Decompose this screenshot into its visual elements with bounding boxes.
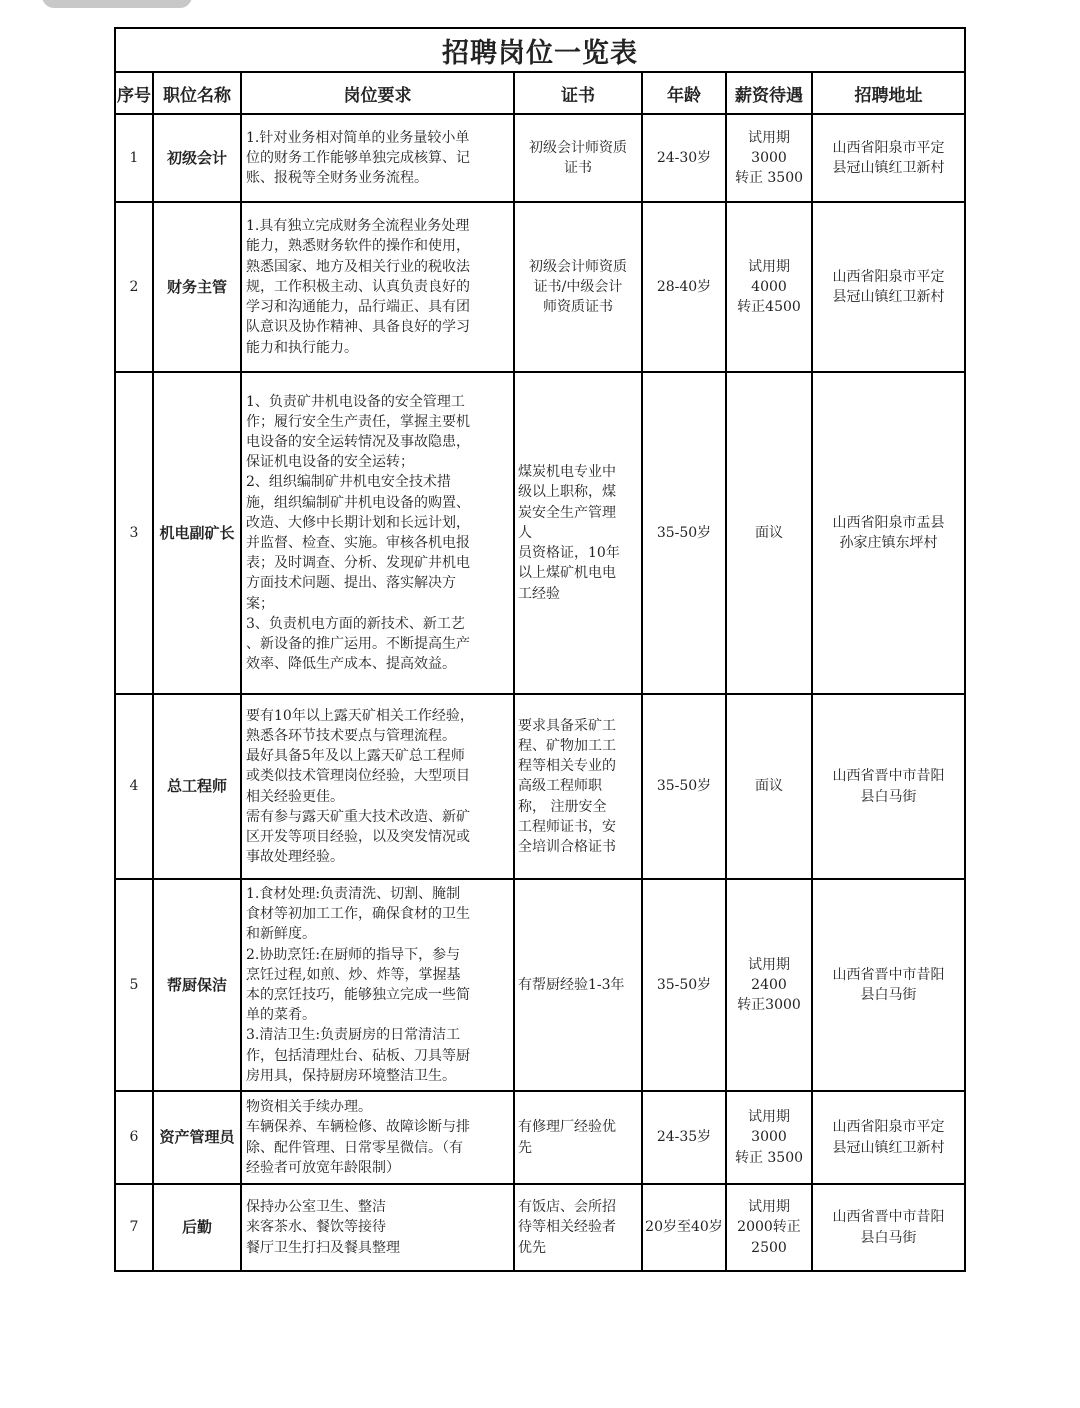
row-requirements-line: 3、负责机电方面的新技术、新工艺 xyxy=(246,615,465,632)
row-certificate-line: 要求具备采矿工 xyxy=(518,717,616,734)
row-requirements-line: 1.针对业务相对简单的业务量较小单 xyxy=(246,129,470,146)
row-requirements-line: 2.协助烹饪:在厨师的指导下，参与 xyxy=(246,946,461,963)
row-salary xyxy=(726,372,812,694)
table-row xyxy=(115,114,965,202)
row-certificate-line: 有帮厨经验1-3年 xyxy=(518,976,625,993)
row-requirements xyxy=(241,114,514,202)
row-requirements-line: 和新鲜度。 xyxy=(246,926,316,943)
row-salary-line: 转正4500 xyxy=(737,299,801,316)
row-requirements-line: 、新设备的推广运用。不断提高生产 xyxy=(246,636,470,653)
row-age: 28-40岁 xyxy=(642,202,726,372)
row-certificate-line: 初级会计师资质 xyxy=(529,139,627,156)
row-address xyxy=(812,202,965,372)
row-salary xyxy=(726,1184,812,1271)
row-address-line: 山西省晋中市昔阳 xyxy=(832,966,945,983)
row-requirements-line: 能力和执行能力。 xyxy=(246,339,358,356)
row-requirements-line: 熟悉各环节技术要点与管理流程。 xyxy=(246,727,456,744)
row-requirements-line: 规，工作积极主动、认真负责良好的 xyxy=(246,278,470,295)
row-requirements-line: 事故处理经验。 xyxy=(246,849,344,866)
row-address-line: 山西省阳泉市平定 xyxy=(832,1119,945,1136)
row-requirements-line: 学习和沟通能力，品行端正、具有团 xyxy=(246,299,470,316)
row-requirements-line: 1、负责矿井机电设备的安全管理工 xyxy=(246,393,465,410)
row-certificate xyxy=(514,1184,642,1271)
header-position: 职位名称 xyxy=(153,72,241,114)
row-certificate-line: 证书 xyxy=(564,160,592,176)
row-requirements-line: 1.食材处理:负责清洗、切割、腌制 xyxy=(246,885,461,902)
table-row xyxy=(115,879,965,1091)
table-row xyxy=(115,694,965,879)
row-position: 帮厨保洁 xyxy=(153,879,241,1091)
row-certificate-line: 待等相关经验者 xyxy=(518,1219,616,1236)
row-address-line: 县冠山镇红卫新村 xyxy=(832,289,945,305)
row-requirements-line: 或类似技术管理岗位经验，大型项目 xyxy=(246,768,470,785)
row-requirements-line: 房用具，保持厨房环境整洁卫生。 xyxy=(246,1067,456,1084)
row-salary-line: 转正 3500 xyxy=(734,1149,804,1166)
header-salary: 薪资待遇 xyxy=(726,72,812,114)
row-requirements-line: 1.具有独立完成财务全流程业务处理 xyxy=(246,218,470,235)
row-requirements xyxy=(241,694,514,879)
recruitment-table xyxy=(114,27,966,1272)
row-address xyxy=(812,114,965,202)
row-address xyxy=(812,1091,965,1184)
row-address-line: 县冠山镇红卫新村 xyxy=(832,1139,945,1156)
row-requirements-line: 方面技术问题、提出、落实解决方 xyxy=(246,575,456,592)
row-salary-line: 2400 xyxy=(751,976,787,993)
row-requirements-line: 作，包括清理灶台、砧板、刀具等厨 xyxy=(246,1047,470,1064)
table-row xyxy=(115,202,965,372)
row-requirements-line: 保持办公室卫生、整洁 xyxy=(246,1199,386,1216)
row-certificate-line: 师资质证书 xyxy=(543,299,613,316)
row-requirements-line: 保证机电设备的安全运转； xyxy=(246,454,414,471)
row-certificate-line: 程、矿物加工工 xyxy=(518,737,616,754)
row-requirements-line: 案； xyxy=(246,595,274,612)
row-certificate-line: 先 xyxy=(518,1139,532,1156)
header-row xyxy=(115,72,965,114)
row-requirements-line: 烹饪过程,如煎、炒、炸等，掌握基 xyxy=(246,966,461,983)
row-salary-line: 面议 xyxy=(755,524,783,541)
row-certificate-line: 煤炭机电专业中 xyxy=(518,464,616,481)
row-requirements-line: 单的菜肴。 xyxy=(246,1007,316,1024)
row-requirements xyxy=(241,1091,514,1184)
row-requirements-line: 队意识及协作精神、具备良好的学习 xyxy=(246,319,470,336)
top-tab-handle xyxy=(42,0,192,8)
row-requirements-line: 相关经验更佳。 xyxy=(246,788,344,805)
header-index: 序号 xyxy=(115,72,153,114)
row-requirements-line: 改造、大修中长期计划和长远计划， xyxy=(246,514,470,531)
row-requirements-line: 电设备的安全运转情况及事故隐患， xyxy=(246,433,470,450)
row-requirements-line: 效率、降低生产成本、提高效益。 xyxy=(246,656,456,673)
table-row xyxy=(115,1091,965,1184)
row-age: 35-50岁 xyxy=(642,372,726,694)
row-requirements-line: 除、配件管理、日常零星微信。（有 xyxy=(246,1139,463,1156)
row-salary-line: 试用期 xyxy=(748,1199,790,1216)
row-salary xyxy=(726,1091,812,1184)
row-address xyxy=(812,879,965,1091)
row-index: 4 xyxy=(115,694,153,879)
row-requirements-line: 施，组织编制矿井机电设备的购置、 xyxy=(246,494,470,511)
row-salary-line: 试用期 xyxy=(748,129,790,146)
row-position: 总工程师 xyxy=(153,694,241,879)
row-age: 20岁至40岁 xyxy=(642,1184,726,1271)
row-certificate-line: 人 xyxy=(518,524,532,541)
row-requirements-line: 来客茶水、餐饮等接待 xyxy=(246,1219,386,1236)
row-address-line: 山西省阳泉市平定 xyxy=(832,268,945,285)
row-requirements-line: 并监督、检查、实施。审核各机电报 xyxy=(246,535,470,551)
row-certificate-line: 有饭店、会所招 xyxy=(518,1199,616,1216)
row-age: 35-50岁 xyxy=(642,879,726,1091)
row-salary-line: 试用期 xyxy=(748,956,790,973)
row-requirements-line: 餐厅卫生打扫及餐具整理 xyxy=(246,1239,400,1256)
row-address-line: 山西省阳泉市盂县 xyxy=(832,514,945,531)
row-salary xyxy=(726,202,812,372)
row-age: 35-50岁 xyxy=(642,694,726,879)
row-requirements xyxy=(241,202,514,372)
row-requirements-line: 3.清洁卫生:负责厨房的日常清洁工 xyxy=(246,1027,461,1044)
row-requirements-line: 最好具备5年及以上露天矿总工程师 xyxy=(246,748,465,765)
row-index: 2 xyxy=(115,202,153,372)
row-certificate xyxy=(514,879,642,1091)
row-salary-line: 2000转正 xyxy=(737,1219,801,1236)
row-salary xyxy=(726,694,812,879)
row-certificate-line: 有修理厂经验优 xyxy=(518,1119,616,1136)
row-address xyxy=(812,1184,965,1271)
row-position: 后勤 xyxy=(153,1184,241,1271)
row-address xyxy=(812,372,965,694)
row-requirements-line: 经验者可放宽年龄限制） xyxy=(246,1159,400,1176)
row-certificate-line: 初级会计师资质 xyxy=(529,258,627,275)
row-position: 初级会计 xyxy=(153,114,241,202)
row-requirements-line: 账、报税等全财务业务流程。 xyxy=(246,170,428,187)
row-address-line: 孙家庄镇东坪村 xyxy=(839,535,938,551)
row-requirements-line: 本的烹饪技巧，能够独立完成一些简 xyxy=(246,987,470,1003)
row-salary xyxy=(726,879,812,1091)
row-address-line: 县白马街 xyxy=(860,788,917,805)
row-certificate-line: 程等相关专业的 xyxy=(518,758,616,775)
row-requirements-line: 车辆保养、车辆检修、故障诊断与排 xyxy=(246,1119,470,1136)
table-title: 招聘岗位一览表 xyxy=(115,28,965,72)
row-salary-line: 转正 3500 xyxy=(734,170,804,187)
row-salary-line: 面议 xyxy=(755,778,783,795)
row-certificate-line: 工经验 xyxy=(518,585,560,602)
row-salary-line: 转正3000 xyxy=(737,997,801,1014)
row-requirements-line: 能力，熟悉财务软件的操作和使用， xyxy=(246,238,470,255)
row-salary-line: 试用期 xyxy=(748,1109,790,1126)
row-certificate xyxy=(514,114,642,202)
row-certificate-line: 级以上职称，煤 xyxy=(518,484,616,501)
row-requirements-line: 作；履行安全生产责任，掌握主要机 xyxy=(246,413,470,430)
row-requirements-line: 区开发等项目经验，以及突发情况或 xyxy=(246,828,470,845)
row-age: 24-30岁 xyxy=(642,114,726,202)
row-certificate xyxy=(514,694,642,879)
row-position: 财务主管 xyxy=(153,202,241,372)
row-requirements-line: 需有参与露天矿重大技术改造、新矿 xyxy=(246,808,470,825)
row-requirements-line: 要有10年以上露天矿相关工作经验， xyxy=(246,707,474,724)
header-address: 招聘地址 xyxy=(812,72,965,114)
row-address-line: 山西省晋中市昔阳 xyxy=(832,768,945,785)
row-certificate xyxy=(514,202,642,372)
row-certificate-line: 高级工程师职 xyxy=(518,778,602,795)
row-age: 24-35岁 xyxy=(642,1091,726,1184)
row-address-line: 县冠山镇红卫新村 xyxy=(832,160,945,176)
row-certificate-line: 全培训合格证书 xyxy=(518,839,616,855)
row-index: 6 xyxy=(115,1091,153,1184)
row-address xyxy=(812,694,965,879)
row-address-line: 县白马街 xyxy=(860,987,917,1003)
row-index: 1 xyxy=(115,114,153,202)
row-salary-line: 3000 xyxy=(751,149,787,166)
table-row xyxy=(115,1184,965,1271)
row-index: 3 xyxy=(115,372,153,694)
row-requirements-line: 2、组织编制矿井机电安全技术措 xyxy=(246,474,451,491)
row-certificate-line: 员资格证，10年 xyxy=(518,545,620,562)
row-certificate-line: 炭安全生产管理 xyxy=(518,504,616,521)
row-certificate-line: 工程师证书，安 xyxy=(518,818,616,835)
row-requirements xyxy=(241,372,514,694)
row-index: 7 xyxy=(115,1184,153,1271)
row-salary-line: 2500 xyxy=(751,1239,787,1256)
row-certificate xyxy=(514,1091,642,1184)
row-position: 资产管理员 xyxy=(153,1091,241,1184)
row-address-line: 山西省晋中市昔阳 xyxy=(832,1209,945,1226)
row-certificate-line: 称， 注册安全 xyxy=(518,798,607,815)
header-requirements: 岗位要求 xyxy=(241,72,514,114)
row-address-line: 县白马街 xyxy=(860,1229,917,1246)
row-certificate-line: 以上煤矿机电电 xyxy=(518,565,616,582)
row-requirements-line: 食材等初加工工作，确保食材的卫生 xyxy=(246,906,470,923)
row-salary xyxy=(726,114,812,202)
header-certificate: 证书 xyxy=(514,72,642,114)
table-row xyxy=(115,372,965,694)
row-certificate-line: 优先 xyxy=(518,1239,546,1256)
row-requirements xyxy=(241,879,514,1091)
row-requirements-line: 物资相关手续办理。 xyxy=(246,1099,372,1116)
header-age: 年龄 xyxy=(642,72,726,114)
row-requirements xyxy=(241,1184,514,1271)
row-requirements-line: 位的财务工作能够单独完成核算、记 xyxy=(246,149,470,166)
row-certificate-line: 证书/中级会计 xyxy=(533,278,623,295)
row-salary-line: 试用期 xyxy=(748,258,790,275)
row-salary-line: 3000 xyxy=(751,1129,787,1146)
row-index: 5 xyxy=(115,879,153,1091)
row-salary-line: 4000 xyxy=(751,278,787,295)
row-certificate xyxy=(514,372,642,694)
row-requirements-line: 熟悉国家、地方及相关行业的税收法 xyxy=(246,258,470,275)
row-address-line: 山西省阳泉市平定 xyxy=(832,139,945,156)
row-position: 机电副矿长 xyxy=(153,372,241,694)
row-requirements-line: 表；及时调查、分析、发现矿井机电 xyxy=(246,555,470,572)
